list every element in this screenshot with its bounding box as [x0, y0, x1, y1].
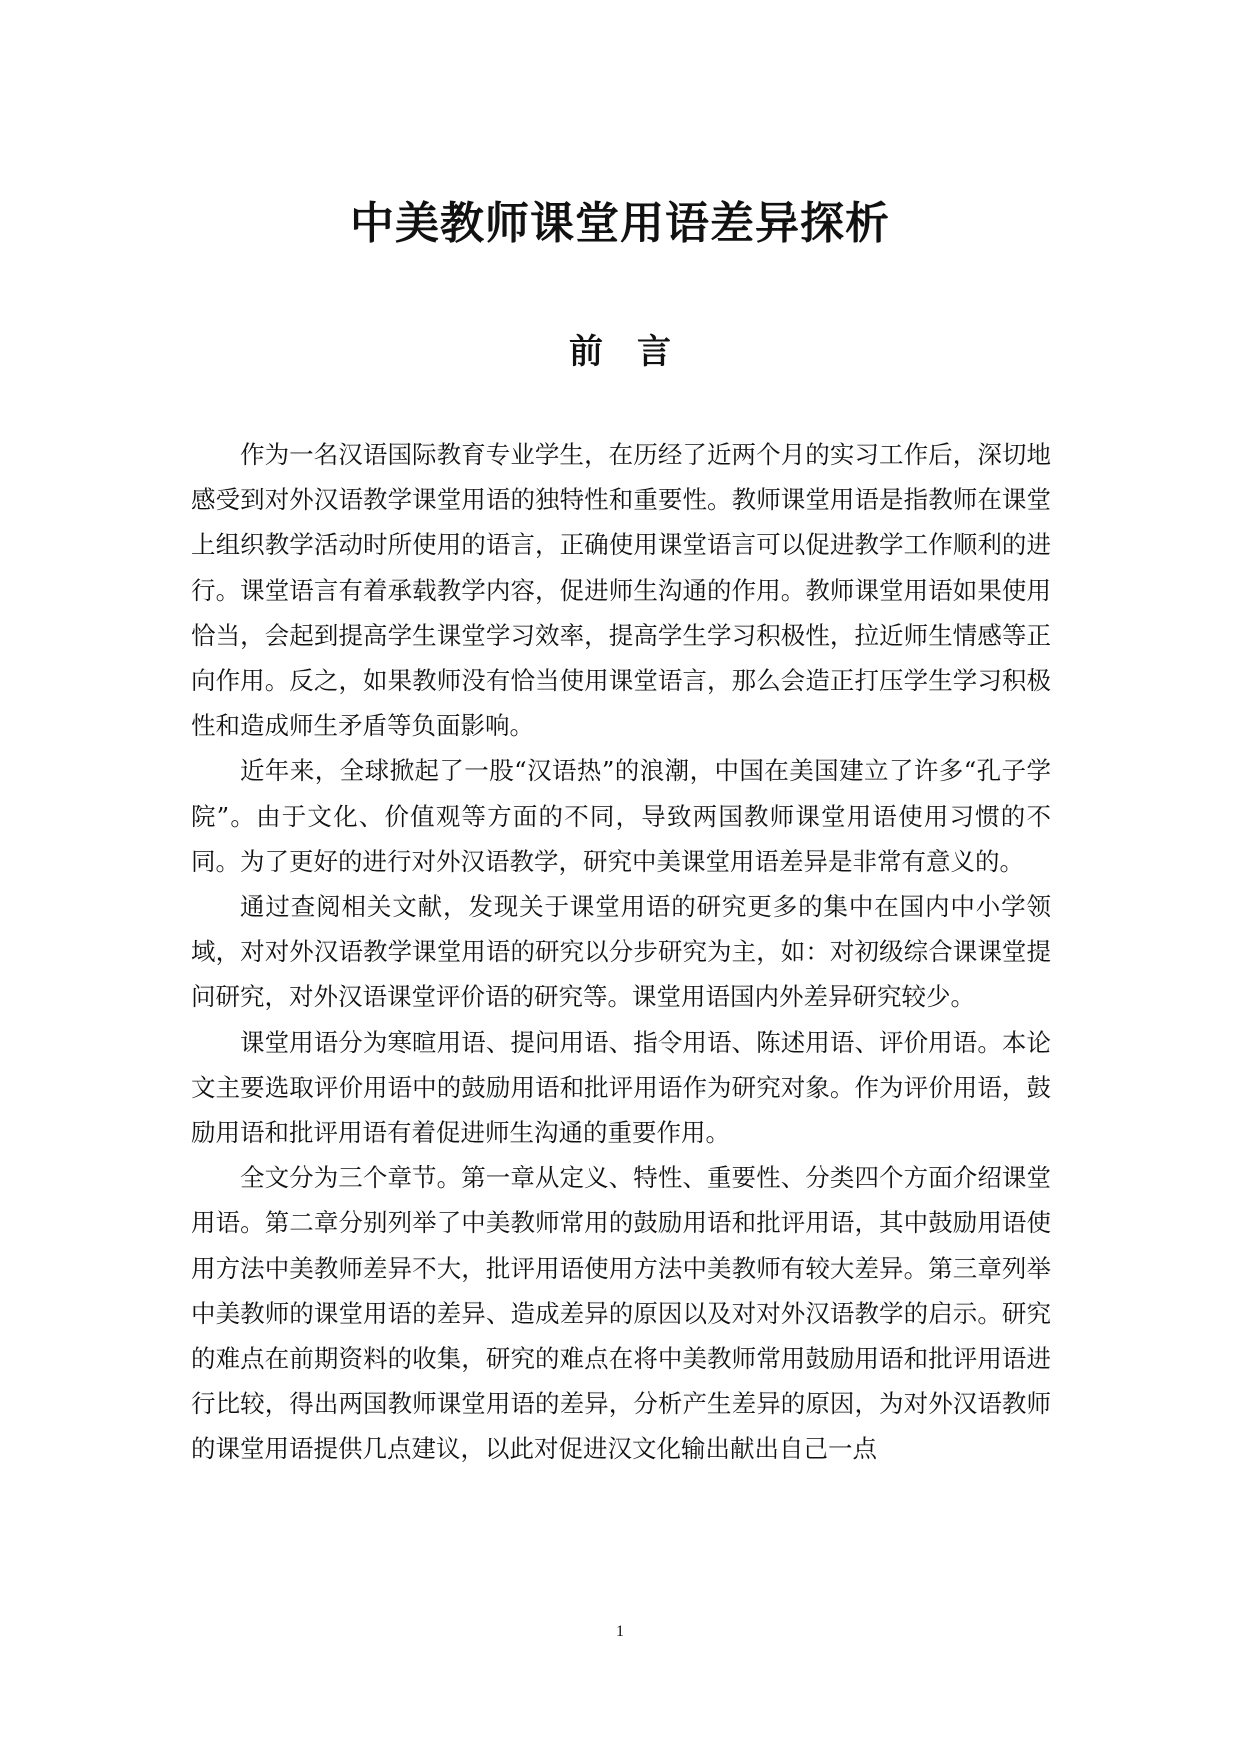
body-text: [191, 432, 1051, 1472]
paragraph: 近年来，全球掀起了一股“汉语热”的浪潮，中国在美国建立了许多“孔子学院”。由于文化、价值观等方面的不同，导致两国教师课堂用语使用习惯的不同。为了更好的进行对外汉语教学，研究中美课堂用语差异是非常有意义的。: [191, 756, 1051, 876]
paragraph: 作为一名汉语国际教育专业学生，在历经了近两个月的实习工作后，深切地感受到对外汉语教学课堂用语的独特性和重要性。教师课堂用语是指教师在课堂上组织教学活动时所使用的语言，正确使用课堂语言可以促进教学工作顺利的进行。课堂语言有着承载教学内容，促进师生沟通的作用。教师课堂用语如果使用恰当，会起到提高学生课堂学习效率，提高学生学习积极性，拉近师生情感等正向作用。反之，如果教师没有恰当使用课堂语言，那么会造正打压学生学习积极性和造成师生矛盾等负面影响。: [191, 440, 1051, 741]
document-title: 中美教师课堂用语差异探析: [350, 198, 890, 249]
paragraph: 全文分为三个章节。第一章从定义、特性、重要性、分类四个方面介绍课堂用语。第二章分别列举了中美教师常用的鼓励用语和批评用语，其中鼓励用语使用方法中美教师差异不大，批评用语使用方法中美教师有较大差异。第三章列举中美教师的课堂用语的差异、造成差异的原因以及对对外汉语教学的启示。研究的难点在前期资料的收集，研究的难点在将中美教师常用鼓励用语和批评用语进行比较，得出两国教师课堂用语的差异，分析产生差异的原因，为对外汉语教师的课堂用语提供几点建议，以此对促进汉文化输出献出自己一点: [191, 1163, 1051, 1464]
paragraph: 通过查阅相关文献，发现关于课堂用语的研究更多的集中在国内中小学领域，对对外汉语教学课堂用语的研究以分步研究为主，如：对初级综合课课堂提问研究，对外汉语课堂评价语的研究等。课堂用语国内外差异研究较少。: [191, 892, 1051, 1012]
paragraph: 课堂用语分为寒暄用语、提问用语、指令用语、陈述用语、评价用语。本论文主要选取评价用语中的鼓励用语和批评用语作为研究对象。作为评价用语，鼓励用语和批评用语有着促进师生沟通的重要作用。: [191, 1027, 1051, 1148]
section-title-preface: 前 言: [569, 332, 671, 372]
page-number: 1: [616, 1623, 624, 1640]
